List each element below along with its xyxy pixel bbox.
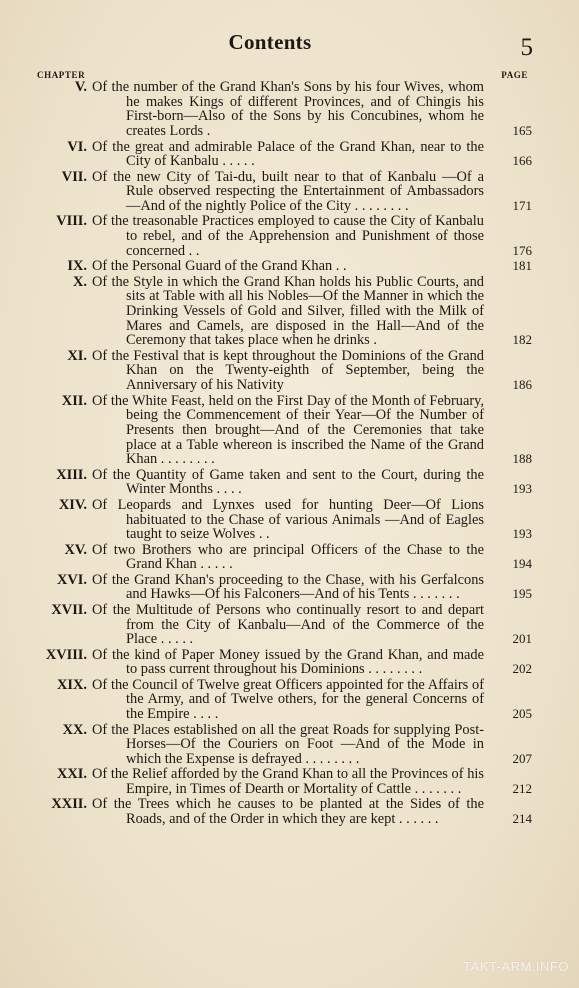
chapter-description: Of the Style in which the Grand Khan holds his Public Courts, and sits at Table with all his Nobles—Of the Manner in which the Drinking Vessels of Gold and Silver, filled with the Milk of Mares and Camels, are disposed in the Hall—And of the Ceremony that takes place when he drinks .: [92, 273, 484, 349]
toc-entry: [0, 603, 579, 647]
chapter-description: Of the kind of Paper Money issued by the Grand Khan, and made to pass current throughout his Dominions . . . . . . . .: [92, 646, 484, 678]
chapter-description: Of the Relief afforded by the Grand Khan to all the Provinces of his Empire, in Times of Dearth or Mortality of Cattle . . . . . . .: [92, 766, 484, 798]
chapter-number: XV.: [64, 541, 87, 558]
chapter-column-label: CHAPTER: [37, 70, 86, 80]
chapter-number: XXI.: [57, 766, 87, 783]
chapter-page: 195: [512, 586, 532, 602]
toc-entry: [0, 275, 579, 349]
chapter-description: Of the new City of Tai-du, built near to that of Kanbalu —Of a Rule observed respecting the Entertainment of Ambassadors—And of the nightly Police of the City . . . . . . . .: [92, 168, 484, 214]
chapter-number: XIII.: [56, 466, 87, 483]
toc-entry: [0, 349, 579, 393]
chapter-number: VI.: [67, 138, 87, 155]
chapter-page: 188: [512, 451, 532, 467]
chapter-description: Of the Grand Khan's proceeding to the Chase, with his Gerfalcons and Hawks—Of his Falconers—And of his Tents . . . . . . .: [92, 571, 484, 603]
chapter-page: 181: [512, 258, 532, 274]
page-column-label: PAGE: [501, 70, 528, 80]
toc-entry: [0, 394, 579, 468]
chapter-page: 166: [512, 153, 532, 169]
chapter-number: XIX.: [57, 676, 87, 693]
toc-entry: [0, 140, 579, 169]
chapter-number: VII.: [61, 168, 87, 185]
chapter-page: 202: [512, 661, 532, 677]
chapter-description: Of the great and admirable Palace of the Grand Khan, near to the City of Kanbalu . . . . .: [92, 138, 484, 170]
chapter-description: Of two Brothers who are principal Officers of the Chase to the Grand Khan . . . . .: [92, 541, 484, 573]
toc-entry: [0, 543, 579, 572]
table-of-contents: [0, 80, 579, 828]
toc-entry: [0, 797, 579, 826]
chapter-number: XIV.: [58, 496, 87, 513]
toc-entry: [0, 648, 579, 677]
chapter-number: VIII.: [56, 213, 87, 230]
toc-entry: [0, 498, 579, 542]
toc-entry: [0, 573, 579, 602]
chapter-page: 201: [512, 631, 532, 647]
chapter-page: 207: [512, 750, 532, 766]
chapter-number: V.: [74, 79, 87, 95]
chapter-number: XVII.: [51, 601, 87, 618]
chapter-number: XVIII.: [45, 646, 87, 663]
chapter-page: 165: [512, 123, 532, 139]
chapter-page: 176: [512, 242, 532, 258]
page-number: 5: [520, 34, 533, 61]
toc-entry: [0, 259, 579, 274]
chapter-number: XX.: [62, 721, 87, 738]
chapter-description: Of the Multitude of Persons who continually resort to and depart from the City of Kanbalu—And of the Commerce of the Place . . . . .: [92, 601, 484, 648]
chapter-page: 212: [512, 781, 532, 797]
watermark-text: TAKT-ARM.INFO: [463, 959, 569, 974]
chapter-number: XVI.: [57, 571, 87, 588]
chapter-description: Of the Places established on all the great Roads for supplying Post-Horses—Of the Couriers on Foot —And of the Mode in which the Expense is defrayed . . . . . . . .: [92, 721, 484, 767]
chapter-page: 182: [512, 332, 532, 348]
chapter-description: Of the White Feast, held on the First Day of the Month of February, being the Commencement of their Year—Of the Number of Presents then brought—And of the Ceremonies that take place at a Table whereon is inscribed the Name of the Grand Khan . . . . . . . .: [92, 392, 484, 468]
toc-entry: [0, 214, 579, 258]
toc-entry: [0, 767, 579, 796]
chapter-description: Of the Council of Twelve great Officers appointed for the Affairs of the Army, and of Twelve others, for the general Concerns of the Empire . . . .: [92, 676, 484, 723]
chapter-number: IX.: [67, 258, 87, 275]
chapter-page: 193: [512, 481, 532, 497]
toc-entry: [0, 170, 579, 214]
chapter-page: 186: [512, 377, 532, 393]
chapter-description: Of the number of the Grand Khan's Sons by his four Wives, whom he makes Kings of different Provinces, and of Chingis his First-born—Also of the Sons by his Concubines, whom he creates Lords .: [92, 79, 484, 140]
chapter-page: 214: [512, 811, 532, 827]
chapter-page: 171: [512, 198, 532, 213]
page-title: Contents: [228, 30, 312, 54]
chapter-description: Of the Festival that is kept throughout the Dominions of the Grand Khan on the Twenty-eighth of September, being the Anniversary of his Nativity: [92, 347, 484, 394]
toc-entry: [0, 723, 579, 767]
chapter-description: Of the treasonable Practices employed to cause the City of Kanbalu to rebel, and of the Apprehension and Punishment of those concerned . .: [92, 213, 484, 259]
chapter-number: XXII.: [51, 796, 87, 813]
toc-entry: [0, 678, 579, 722]
chapter-description: Of Leopards and Lynxes used for hunting Deer—Of Lions habituated to the Chase of various Animals —And of Eagles taught to seize Wolves . .: [92, 496, 484, 543]
toc-entry: [0, 80, 579, 139]
chapter-number: XII.: [61, 392, 87, 409]
chapter-page: 193: [512, 526, 532, 542]
chapter-number: XI.: [67, 347, 87, 364]
chapter-description: Of the Personal Guard of the Grand Khan . .: [92, 258, 347, 275]
chapter-page: 194: [512, 556, 532, 572]
chapter-page: 205: [512, 706, 532, 722]
toc-entry: [0, 468, 579, 497]
chapter-description: Of the Quantity of Game taken and sent to the Court, during the Winter Months . . . .: [92, 466, 484, 498]
chapter-number: X.: [73, 273, 87, 290]
chapter-description: Of the Trees which he causes to be planted at the Sides of the Roads, and of the Order in which they are kept . . . . . .: [92, 796, 484, 828]
